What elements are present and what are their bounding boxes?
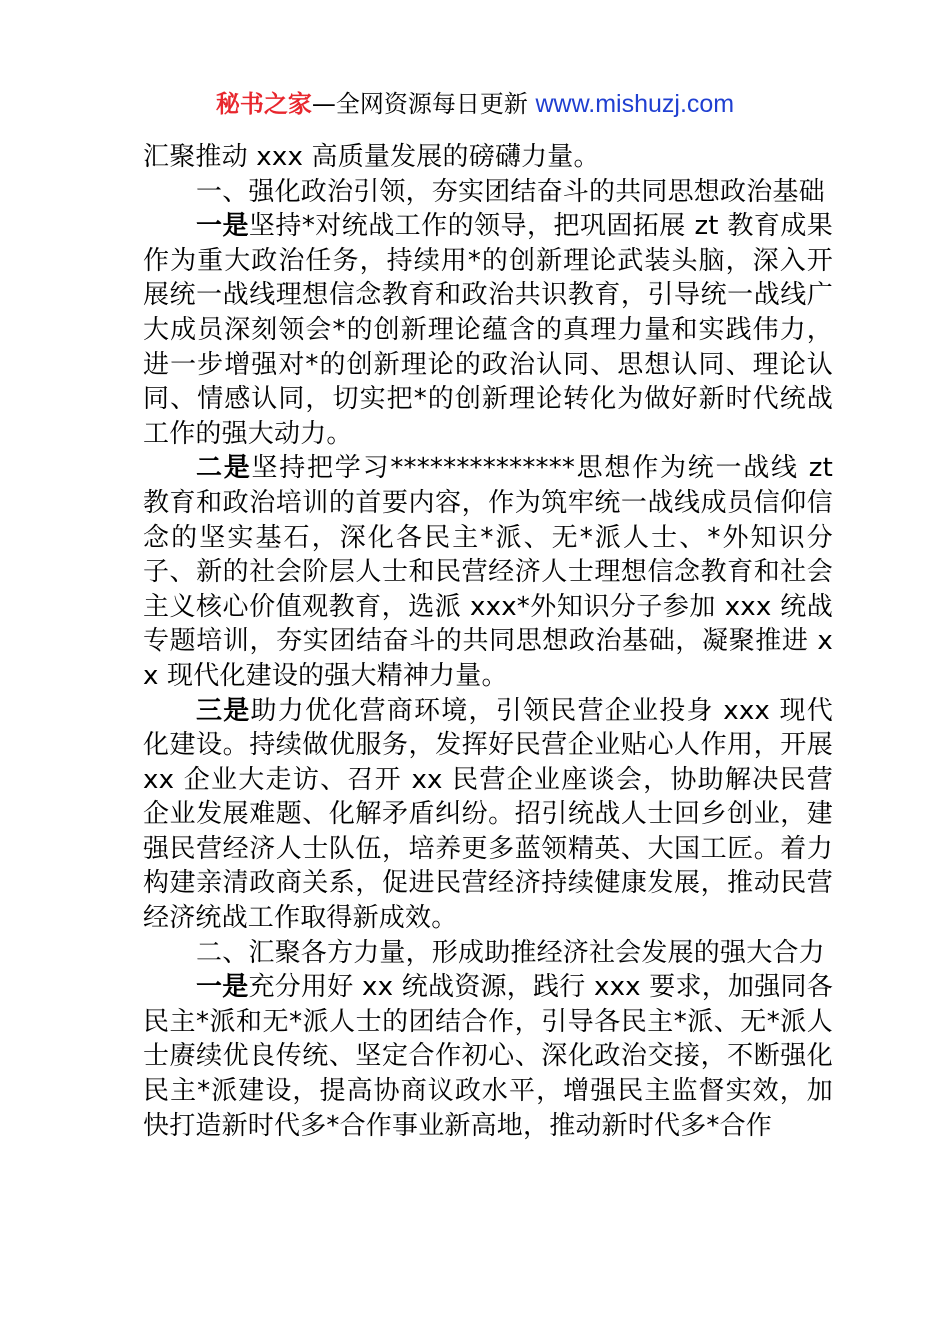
paragraph-item — [143, 451, 833, 693]
site-header — [0, 86, 950, 122]
paragraph-lead: 三是 — [196, 695, 251, 726]
paragraph-item — [143, 694, 833, 936]
paragraph-continuation — [143, 140, 833, 175]
paragraph-text: 坚持把学习**************思想作为统一战线 zt 教育和政治培训的首要内容，作为筑牢统一战线成员信仰信念的坚实基石，深化各民主*派、无*派人士、*外知识分子、新的社会阶层人士和民营经济人士理想信念教育和社会主义核心价值观教育，选派 xxx*外知识分子参加 xxx 统战专题培训，夯实团结奋斗的共同思想政治基础，凝聚推进 xx 现代化建设的强大精神力量。 — [143, 453, 834, 691]
section-heading-text: 一、强化政治引领，夯实团结奋斗的共同思想政治基础 — [196, 176, 825, 207]
section-heading-text: 二、汇聚各方力量，形成助推经济社会发展的强大合力 — [196, 937, 825, 968]
paragraph-lead: 一是 — [196, 972, 249, 1003]
section-heading-1 — [143, 175, 833, 210]
paragraph-text: 坚持*对统战工作的领导，把巩固拓展 zt 教育成果作为重大政治任务，持续用*的创新理论武装头脑，深入开展统一战线理想信念教育和政治共识教育，引导统一战线广大成员深刻领会*的创新理论蕴含的真理力量和实践伟力，进一步增强对*的创新理论的政治认同、思想认同、理论认同、情感认同，切实把*的创新理论转化为做好新时代统战工作的强大动力。 — [143, 211, 833, 449]
document-body — [143, 140, 833, 1143]
site-tagline: —全网资源每日更新 — [311, 90, 528, 118]
site-url-link[interactable]: www.mishuzj.com — [535, 90, 735, 118]
paragraph-item — [143, 970, 833, 1143]
paragraph-text: 汇聚推动 xxx 高质量发展的磅礴力量。 — [143, 142, 600, 172]
paragraph-text: 助力优化营商环境，引领民营企业投身 xxx 现代化建设。持续做优服务，发挥好民营企业贴心人作用，开展 xx 企业大走访、召开 xx 民营企业座谈会，协助解决民营企业发展难题、化解矛盾纠纷。招引统战人士回乡创业，建强民营经济人士队伍，培养更多蓝领精英、大国工匠。着力构建亲清政商关系，促进民营经济持续健康发展，推动民营经济统战工作取得新成效。 — [143, 695, 833, 934]
section-heading-2 — [143, 936, 833, 971]
paragraph-item — [143, 209, 833, 451]
paragraph-text: 充分用好 xx 统战资源，践行 xxx 要求，加强同各民主*派和无*派人士的团结合作，引导各民主*派、无*派人士赓续优良传统、坚定合作初心、深化政治交接，不断强化民主*派建设，提高协商议政水平，增强民主监督实效，加快打造新时代多*合作事业新高地，推动新时代多*合作 — [143, 972, 833, 1141]
paragraph-lead: 一是 — [196, 211, 249, 242]
paragraph-lead: 二是 — [196, 453, 252, 484]
site-brand: 秘书之家 — [215, 90, 312, 118]
